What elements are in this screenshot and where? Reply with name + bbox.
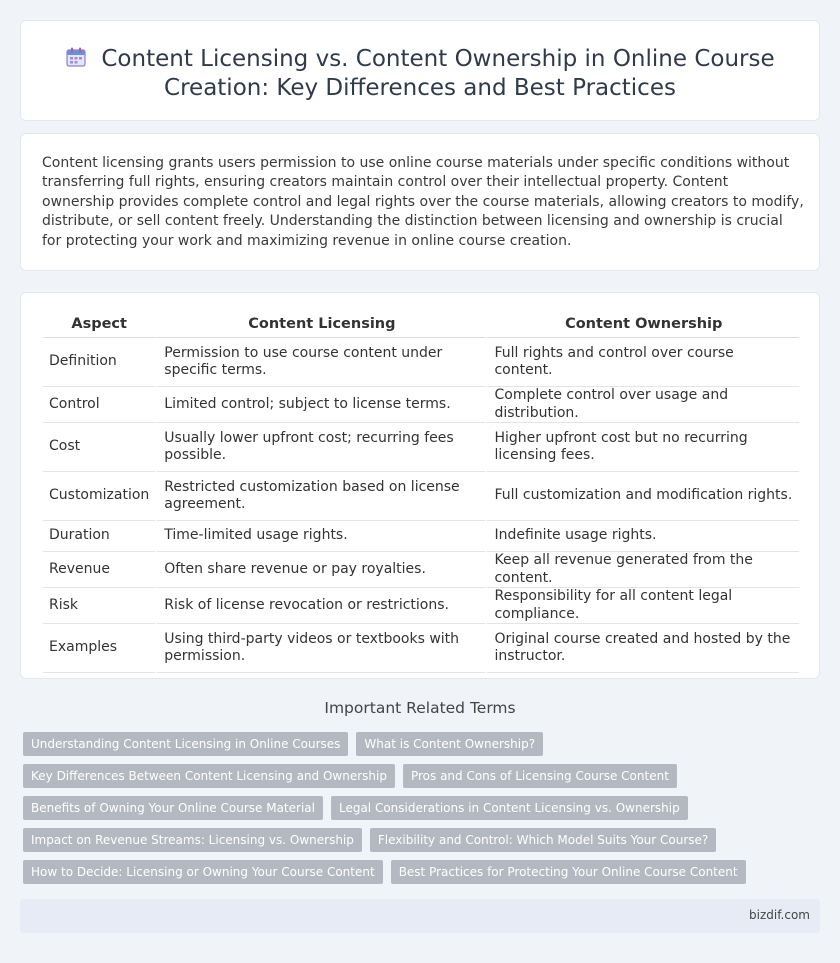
row-licensing: Time-limited usage rights. (155, 521, 485, 552)
row-licensing: Risk of license revocation or restrictions. (155, 588, 485, 624)
table-header-row (43, 311, 799, 338)
footer (20, 899, 820, 933)
calendar-icon (65, 46, 87, 68)
table-row (43, 472, 799, 521)
header-licensing: Content Licensing (155, 311, 485, 338)
row-ownership: Full customization and modification rights. (485, 472, 799, 521)
row-ownership: Original course created and hosted by the instructor. (485, 624, 799, 673)
row-aspect: Revenue (43, 552, 155, 588)
row-ownership: Complete control over usage and distribution. (485, 387, 799, 423)
row-licensing: Limited control; subject to license terms. (155, 387, 485, 423)
related-term-link[interactable]: How to Decide: Licensing or Owning Your Course Content (23, 860, 383, 884)
title-line-1: Content Licensing vs. Content Ownership in Online Course (101, 46, 775, 72)
table-row (43, 624, 799, 673)
table-row (43, 338, 799, 387)
row-licensing: Permission to use course content under specific terms. (155, 338, 485, 387)
header-card (20, 20, 820, 121)
intro-paragraph: Content licensing grants users permission to use online course materials under specific conditions without transferring full rights, ensuring creators maintain control over their intellectual property. Content ownership provides complete control and legal rights over the course materials, allowing creators to modify, distribute, or sell content freely. Understanding the distinction between licensing and ownership is crucial for protecting your work and maximizing revenue in online course creation. (42, 155, 804, 249)
related-term-link[interactable]: Key Differences Between Content Licensing and Ownership (23, 764, 395, 788)
comparison-card (20, 292, 820, 679)
tag-row (23, 860, 813, 884)
row-aspect: Examples (43, 624, 155, 673)
intro-card (20, 133, 820, 271)
row-aspect: Risk (43, 588, 155, 624)
row-ownership: Keep all revenue generated from the content. (485, 552, 799, 588)
related-term-link[interactable]: Understanding Content Licensing in Online Courses (23, 732, 348, 756)
table-row (43, 588, 799, 624)
row-licensing: Restricted customization based on license agreement. (155, 472, 485, 521)
header-aspect: Aspect (43, 311, 155, 338)
tag-row (23, 732, 813, 756)
table-row (43, 423, 799, 472)
row-aspect: Control (43, 387, 155, 423)
page-title (65, 45, 774, 103)
related-term-link[interactable]: Flexibility and Control: Which Model Suits Your Course? (370, 828, 716, 852)
row-ownership: Responsibility for all content legal compliance. (485, 588, 799, 624)
table-row (43, 552, 799, 588)
related-term-link[interactable]: Pros and Cons of Licensing Course Content (403, 764, 677, 788)
table-row (43, 387, 799, 423)
tag-row (23, 828, 813, 852)
tag-row (23, 764, 813, 788)
related-term-link[interactable]: Legal Considerations in Content Licensing vs. Ownership (331, 796, 688, 820)
related-term-link[interactable]: What is Content Ownership? (356, 732, 543, 756)
related-term-link[interactable]: Benefits of Owning Your Online Course Material (23, 796, 323, 820)
title-wrap (21, 45, 819, 103)
related-term-link[interactable]: Best Practices for Protecting Your Online Course Content (391, 860, 746, 884)
table-row (43, 521, 799, 552)
row-ownership: Higher upfront cost but no recurring licensing fees. (485, 423, 799, 472)
row-aspect: Customization (43, 472, 155, 521)
related-term-link[interactable]: Impact on Revenue Streams: Licensing vs. Ownership (23, 828, 362, 852)
title-line-2: Creation: Key Differences and Best Practices (164, 75, 676, 101)
row-licensing: Using third-party videos or textbooks with permission. (155, 624, 485, 673)
comparison-table (43, 311, 799, 673)
row-licensing: Often share revenue or pay royalties. (155, 552, 485, 588)
row-ownership: Indefinite usage rights. (485, 521, 799, 552)
row-aspect: Duration (43, 521, 155, 552)
footer-site-link[interactable]: bizdif.com (749, 908, 810, 922)
row-aspect: Definition (43, 338, 155, 387)
row-aspect: Cost (43, 423, 155, 472)
related-terms-list (23, 732, 813, 892)
related-terms-heading: Important Related Terms (324, 699, 516, 717)
row-ownership: Full rights and control over course content. (485, 338, 799, 387)
tag-row (23, 796, 813, 820)
header-ownership: Content Ownership (485, 311, 799, 338)
row-licensing: Usually lower upfront cost; recurring fees possible. (155, 423, 485, 472)
